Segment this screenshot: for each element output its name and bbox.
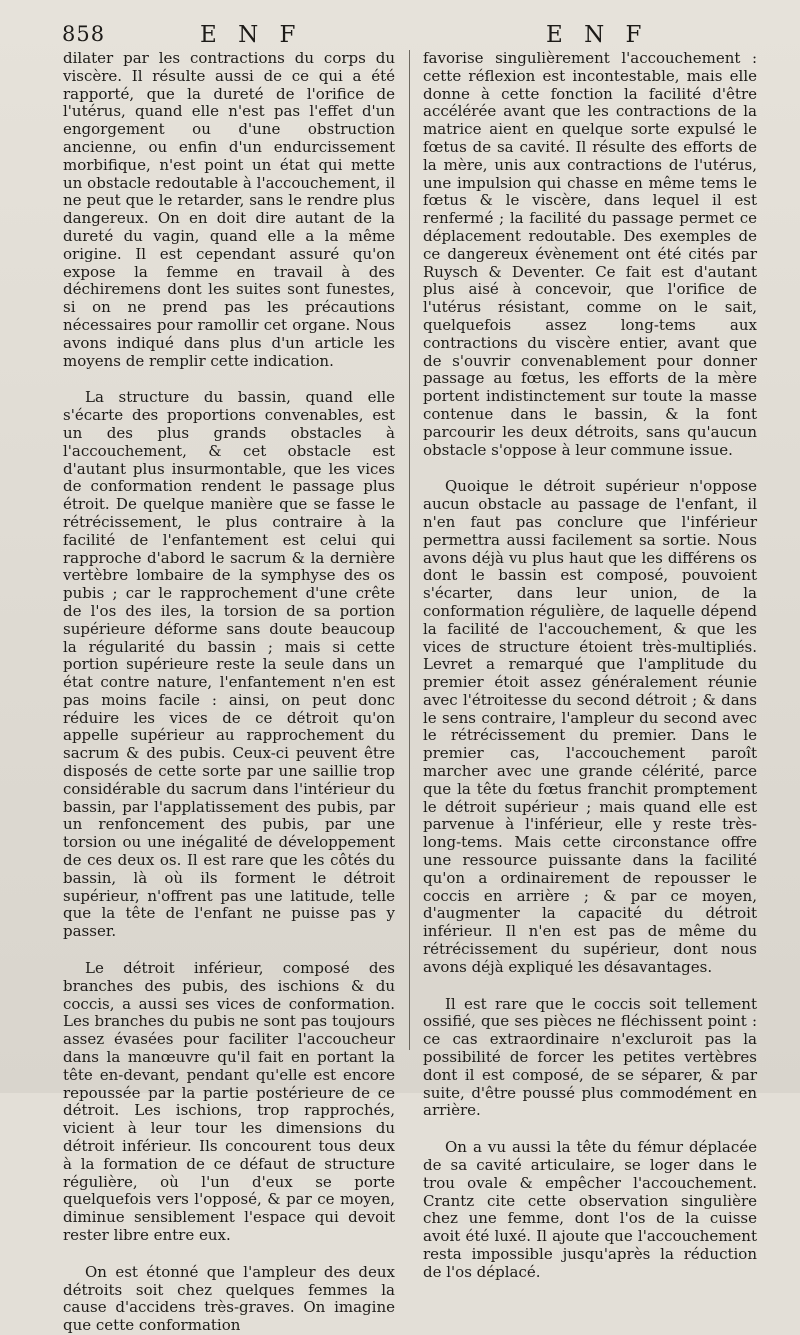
left-paragraph-4: On est étonné que l'ampleur des deux détroits soit chez quelques femmes la cause d'accidens très-graves. On imagine que cette conformation (63, 1262, 395, 1335)
left-column (63, 50, 395, 1335)
running-head-left: E N F (200, 22, 303, 48)
left-paragraph-1: dilater par les contractions du corps du viscère. Il résulte aussi de ce qui a été rapporté, que la dureté de l'orifice de l'utérus, quand elle n'est pas l'effet d'un engorgement ou d'une obstruction ancienne, ou enfin d'un endurcissement morbifique, n'est point un état qui mette un obstacle redoutable à l'accouchement, il ne peut que le retarder, sans le rendre plus dangereux. On en doit dire autant de la dureté du vagin, quand elle a la même origine. Il est cependant assuré qu'on expose la femme en travail à des déchiremens dont les suites sont funestes, si on ne prend pas les précautions nécessaires pour ramollir cet organe. Nous avons indiqué dans plus d'un article les moyens de remplir cette indication. (63, 49, 395, 370)
page-number: 858 (62, 22, 106, 46)
left-paragraph-2: La structure du bassin, quand elle s'écarte des proportions convenables, est un des plus grands obstacles à l'accouchement, & cet obstacle est d'autant plus insurmontable, que les vices de conformation rendent le passage plus étroit. De quelque manière que se fasse le rétrécissement, le plus contraire à la facilité de l'enfantement est celui qui rapproche d'abord le sacrum & la dernière vertèbre lombaire de la symphyse des os pubis ; car le rapprochement d'une crête de l'os des iles, la torsion de sa portion supérieure déforme sans doute beaucoup la régularité du bassin ; mais si cette portion supérieure reste la seule dans un état contre nature, l'enfantement n'en est pas moins facile : ainsi, on peut donc réduire les vices de ce détroit qu'on appelle supérieur au rapprochement du sacrum & des pubis. Ceux-ci peuvent être disposés de cette sorte par une saillie trop considérable du sacrum dans l'intérieur du bassin, par l'applatissement des pubis, par un renfoncement des pubis, par une torsion ou une inégalité de développement de ces deux os. Il est rare que les côtés du bassin, là où ils forment le détroit supérieur, n'offrent pas une latitude, telle que la tête de l'enfant ne puisse pas y passer. (63, 388, 395, 941)
right-paragraph-2: Quoique le détroit supérieur n'oppose aucun obstacle au passage de l'enfant, il n'en faut pas conclure que l'inférieur permettra aussi facilement sa sortie. Nous avons déjà vu plus haut que les différens os dont le bassin est composé, pouvoient s'écarter, dans leur union, de la conformation régulière, de laquelle dépend la facilité de l'accouchement, & que les vices de structure étoient très-multipliés. Levret a remarqué que l'amplitude du premier étoit assez généralement réunie avec l'étroitesse du second détroit ; & dans le sens contraire, l'ampleur du second avec le rétrécissement du premier. Dans le premier cas, l'accouchement paroît marcher avec une grande célérité, parce que la tête du fœtus franchit promptement le détroit supérieur ; mais quand elle est parvenue à l'inférieur, elle y reste très-long-tems. Mais cette circonstance offre une ressource puissante dans la facilité qu'on a ordinairement de repousser le coccis en arrière ; & par ce moyen, d'augmenter la capacité du détroit inférieur. Il n'en est pas de même du rétrécissement du supérieur, dont nous avons déjà expliqué les désavantages. (423, 477, 757, 976)
page-header (0, 22, 800, 52)
right-column (423, 50, 757, 1282)
running-head-right: E N F (546, 22, 649, 48)
column-divider (409, 50, 410, 1050)
left-paragraph-3: Le détroit inférieur, composé des branches des pubis, des ischions & du coccis, a aussi ses vices de conformation. Les branches du pubis ne sont pas toujours assez évasées pour faciliter l'accoucheur dans la manœuvre qu'il fait en portant la tête en-devant, pendant qu'elle est encore repoussée par la partie postérieure de ce détroit. Les ischions, trop rapprochés, vicient à leur tour les dimensions du détroit inférieur. Ils concourent tous deux à la formation de ce défaut de structure régulière, où l'un d'eux se porte quelquefois vers l'opposé, & par ce moyen, diminue sensiblement l'espace qui devoit rester libre entre eux. (63, 959, 395, 1244)
right-paragraph-1: favorise singulièrement l'accouchement : cette réflexion est incontestable, mais elle donne à cette fonction la facilité d'être accélérée avant que les contractions de la matrice aient en quelque sorte expulsé le fœtus de sa cavité. Il résulte des efforts de la mère, unis aux contractions de l'utérus, une impulsion qui chasse en même tems le fœtus & le viscère, dans lequel il est renfermé ; la facilité du passage permet ce déplacement redoutable. Des exemples de ce dangereux évènement ont été cités par Ruysch & Deventer. Ce fait est d'autant plus aisé à concevoir, que l'orifice de l'utérus résistant, comme on le sait, quelquefois assez long-tems aux contractions du viscère entier, avant que de s'ouvrir convenablement pour donner passage au fœtus, les efforts de la mère portent indistinctement sur toute la masse contenue dans le bassin, & la font parcourir les deux détroits, sans qu'aucun obstacle s'oppose à leur commune issue. (423, 49, 757, 459)
right-paragraph-3: Il est rare que le coccis soit tellement ossifié, que ses pièces ne fléchissent point : ce cas extraordinaire n'excluroit pas la possibilité de forcer les petites vertèbres dont il est composé, de se séparer, & par suite, d'être poussé plus commodément en arrière. (423, 994, 757, 1120)
right-paragraph-4: On a vu aussi la tête du fémur déplacée de sa cavité articulaire, se loger dans le trou ovale & empêcher l'accouchement. Crantz cite cette observation singulière chez une femme, dont l'os de la cuisse avoit été luxé. Il ajoute que l'accouchement resta impossible jusqu'après la réduction de l'os déplacé. (423, 1138, 757, 1281)
